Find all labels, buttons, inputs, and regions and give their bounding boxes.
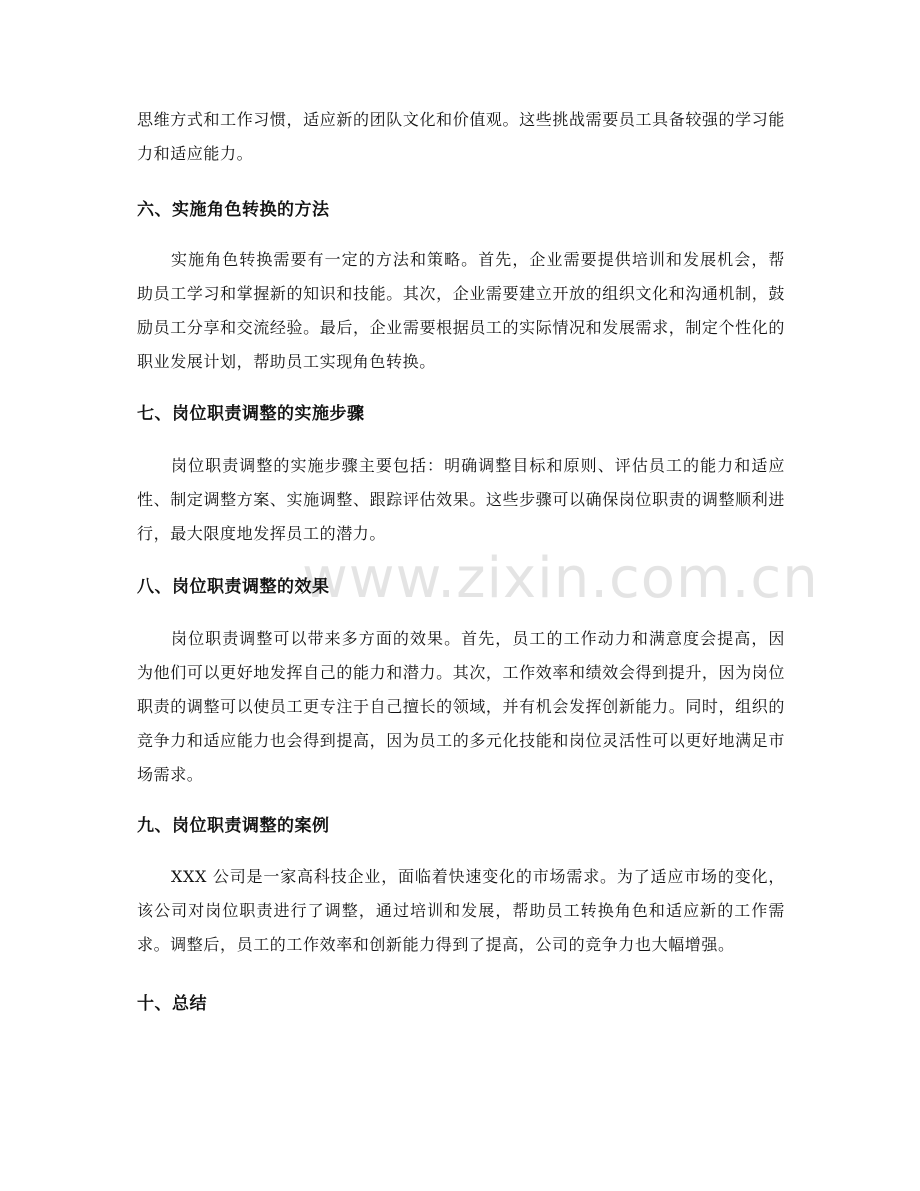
intro-paragraph: 思维方式和工作习惯，适应新的团队文化和价值观。这些挑战需要员工具备较强的学习能力和适应能力。 [137, 110, 785, 163]
section-9-paragraph: XXX 公司是一家高科技企业，面临着快速变化的市场需求。为了适应市场的变化，该公司对岗位职责进行了调整，通过培训和发展，帮助员工转换角色和适应新的工作需求。调整后，员工的工作效率和创新能力得到了提高，公司的竞争力也大幅增强。 [137, 867, 785, 954]
section-7-heading: 七、岗位职责调整的实施步骤 [137, 404, 365, 424]
section-6-heading: 六、实施角色转换的方法 [137, 200, 330, 220]
section-8-paragraph: 岗位职责调整可以带来多方面的效果。首先，员工的工作动力和满意度会提高，因为他们可以更好地发挥自己的能力和潜力。其次，工作效率和绩效会得到提升，因为岗位职责的调整可以使员工更专注于自己擅长的领域，并有机会发挥创新能力。同时，组织的竞争力和适应能力也会得到提高，因为员工的多元化技能和岗位灵活性可以更好地满足市场需求。 [137, 629, 785, 784]
section-6-paragraph: 实施角色转换需要有一定的方法和策略。首先，企业需要提供培训和发展机会，帮助员工学习和掌握新的知识和技能。其次，企业需要建立开放的组织文化和沟通机制，鼓励员工分享和交流经验。最后，企业需要根据员工的实际情况和发展需求，制定个性化的职业发展计划，帮助员工实现角色转换。 [137, 250, 785, 371]
watermark: www.zixin.com.cn [302, 546, 819, 611]
section-10-heading: 十、总结 [137, 994, 207, 1014]
section-7-paragraph: 岗位职责调整的实施步骤主要包括：明确调整目标和原则、评估员工的能力和适应性、制定调整方案、实施调整、跟踪评估效果。这些步骤可以确保岗位职责的调整顺利进行，最大限度地发挥员工的潜力。 [137, 456, 785, 543]
section-9-heading: 九、岗位职责调整的案例 [137, 816, 330, 836]
section-8-heading: 八、岗位职责调整的效果 [137, 577, 330, 597]
